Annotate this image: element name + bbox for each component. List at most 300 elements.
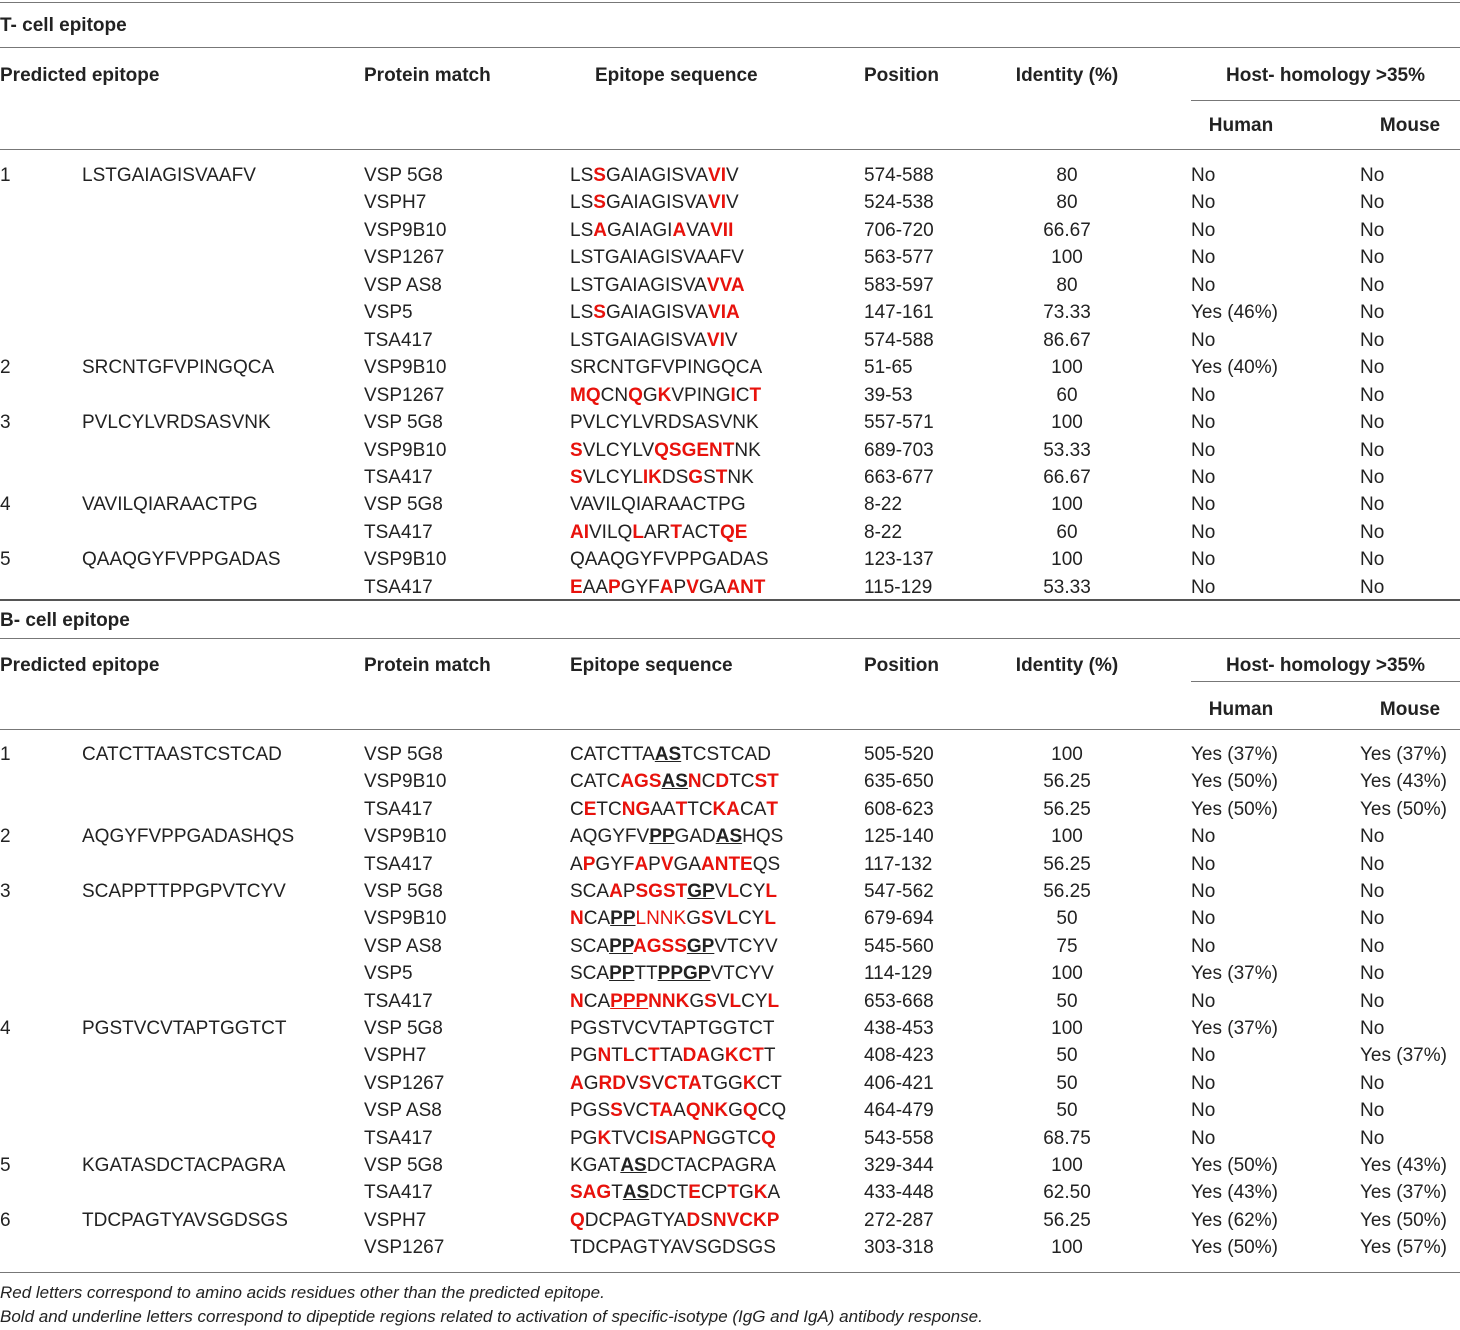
human-homology: No	[1191, 881, 1216, 902]
position: 543-558	[864, 1127, 934, 1149]
human-homology: No	[1191, 549, 1216, 571]
identity-percent: 100	[1051, 826, 1083, 848]
epitope-sequence: APGYFAPVGAANTEQS	[570, 853, 781, 875]
position: 438-453	[864, 1018, 934, 1039]
human-homology: No	[1191, 165, 1216, 186]
position: 8-22	[864, 521, 903, 543]
mismatch-residues: L	[764, 908, 776, 930]
mouse-homology: No	[1360, 329, 1385, 351]
dipeptide-region: PP	[609, 963, 635, 985]
protein-match: VSP9B10	[364, 219, 447, 241]
epitope-index: 2	[0, 826, 11, 848]
human-homology: No	[1191, 853, 1216, 875]
position: 505-520	[864, 744, 934, 765]
mismatch-residues: KCT	[724, 1045, 764, 1067]
mismatch-residues: Q	[570, 1209, 585, 1231]
identity-percent: 50	[1056, 1072, 1078, 1094]
epitope-sequence: EAAPGYFAPVGAANT	[570, 576, 766, 598]
identity-percent: 60	[1056, 384, 1078, 406]
human-homology: Yes (50%)	[1191, 1155, 1278, 1176]
protein-match: VSP9B10	[364, 357, 447, 379]
position: 663-677	[864, 466, 934, 488]
predicted-epitope: SRCNTGFVPINGQCA	[82, 357, 275, 379]
human-homology: Yes (50%)	[1191, 1237, 1278, 1259]
identity-percent: 100	[1051, 1018, 1083, 1039]
mismatch-residues: T	[766, 798, 779, 820]
predicted-epitope: LSTGAIAGISVAAFV	[82, 165, 256, 186]
mouse-homology: No	[1360, 963, 1385, 985]
dipeptide-region: GP	[686, 935, 715, 957]
header-predicted-epitope: Predicted epitope	[0, 65, 160, 86]
header-predicted-epitope: Predicted epitope	[0, 655, 160, 676]
predicted-epitope: TDCPAGTYAVSGDSGS	[82, 1209, 288, 1231]
protein-match: VSP5	[364, 302, 413, 324]
header-mouse: Mouse	[1379, 699, 1441, 720]
epitope-sequence: CATCAGSASNCDTCST	[570, 771, 779, 793]
position: 547-562	[864, 881, 934, 902]
human-homology: No	[1191, 1100, 1216, 1122]
header-protein-match: Protein match	[364, 655, 491, 676]
position: 635-650	[864, 771, 934, 793]
mouse-homology: No	[1360, 521, 1385, 543]
epitope-sequence: LSTGAIAGISVAVVA	[570, 274, 745, 296]
header-position: Position	[864, 655, 939, 676]
identity-percent: 100	[1051, 494, 1083, 516]
protein-match: TSA417	[364, 521, 433, 543]
mismatch-residues: IK	[642, 466, 662, 488]
mismatch-residues: L	[767, 990, 780, 1012]
identity-percent: 100	[1051, 963, 1083, 985]
epitope-sequence: AGRDVSVCTATGGKCT	[570, 1072, 782, 1094]
human-homology: No	[1191, 990, 1216, 1012]
position: 406-421	[864, 1072, 934, 1094]
mouse-homology: No	[1360, 990, 1385, 1012]
human-homology: Yes (50%)	[1191, 771, 1278, 793]
protein-match: VSP5	[364, 963, 413, 985]
position: 147-161	[864, 302, 934, 324]
mismatch-residues: A	[609, 881, 623, 902]
dipeptide-region: AS	[622, 1182, 650, 1204]
protein-match: VSP AS8	[364, 1100, 442, 1122]
predicted-epitope: PGSTVCVTAPTGGTCT	[82, 1018, 287, 1039]
position: 433-448	[864, 1182, 934, 1204]
mismatch-residues: S	[610, 1100, 623, 1122]
mismatch-residues: A	[593, 219, 607, 241]
identity-percent: 100	[1051, 1155, 1083, 1176]
header-epitope-sequence: Epitope sequence	[570, 655, 733, 676]
mouse-homology: Yes (37%)	[1360, 744, 1447, 765]
epitope-sequence: LSTGAIAGISVAVIV	[570, 329, 738, 351]
header-identity: Identity (%)	[1015, 655, 1119, 676]
identity-percent: 50	[1056, 990, 1078, 1012]
mouse-homology: Yes (37%)	[1360, 1045, 1447, 1067]
human-homology: No	[1191, 826, 1216, 848]
identity-percent: 80	[1056, 192, 1078, 214]
predicted-epitope: VAVILQIARAACTPG	[82, 494, 258, 516]
human-homology: No	[1191, 192, 1216, 214]
mismatch-residues: RD	[598, 1072, 626, 1094]
mouse-homology: No	[1360, 826, 1385, 848]
epitope-index: 4	[0, 494, 11, 516]
mismatch-residues: NVCKP	[712, 1209, 780, 1231]
mouse-homology: Yes (43%)	[1360, 1155, 1447, 1176]
mismatch-residues: VIA	[708, 302, 740, 324]
protein-match: VSP9B10	[364, 439, 447, 461]
dipeptide-region: PP	[609, 935, 634, 957]
mismatch-residues: N	[570, 908, 584, 930]
protein-match: VSP1267	[364, 247, 445, 269]
mouse-homology: No	[1360, 494, 1385, 516]
mismatch-residues: E	[583, 798, 597, 820]
mismatch-residues: T	[749, 384, 762, 406]
footnote-bold-underline: Bold and underline letters correspond to dipeptide regions related to activation of specific-isotype (IgG and IgA) antibody response.	[0, 1307, 983, 1326]
mouse-homology: Yes (37%)	[1360, 1182, 1447, 1204]
mismatch-residues: S	[593, 302, 606, 324]
mismatch-residues: Q	[742, 1100, 758, 1122]
mouse-homology: No	[1360, 1018, 1385, 1039]
mismatch-residues: S	[570, 439, 583, 461]
epitope-sequence: SCAPPTTPPGPVTCYV	[570, 963, 774, 985]
identity-percent: 86.67	[1043, 329, 1091, 351]
epitope-sequence: SCAAPSGSTGPVLCYL	[570, 881, 777, 902]
protein-match: VSP1267	[364, 1072, 445, 1094]
identity-percent: 60	[1056, 521, 1078, 543]
mismatch-residues: VI	[708, 165, 726, 186]
mismatch-residues: L	[765, 881, 777, 902]
mismatch-residues: N	[570, 990, 584, 1012]
mouse-homology: Yes (57%)	[1360, 1237, 1447, 1259]
human-homology: No	[1191, 1045, 1216, 1067]
human-homology: Yes (37%)	[1191, 744, 1278, 765]
dipeptide-region: AS	[661, 771, 688, 793]
epitope-sequence: SRCNTGFVPINGQCA	[570, 357, 763, 379]
mouse-homology: No	[1360, 1127, 1385, 1149]
mismatch-residues: QE	[719, 521, 748, 543]
dipeptide-region: PP	[610, 908, 636, 930]
epitope-sequence: PGSTVCVTAPTGGTCT	[570, 1018, 775, 1039]
mismatch-residues: K	[597, 1127, 612, 1149]
epitope-sequence: PGNTLCTTADAGKCTT	[570, 1045, 776, 1067]
identity-percent: 80	[1056, 165, 1078, 186]
mismatch-residues: E	[570, 576, 583, 598]
mismatch-residues: ANTE	[701, 853, 753, 875]
dipeptide-region: PPGP	[657, 963, 711, 985]
header-identity: Identity (%)	[1015, 65, 1119, 86]
tcell-host-rule	[1191, 100, 1460, 101]
human-homology: No	[1191, 466, 1216, 488]
mouse-homology: No	[1360, 302, 1385, 324]
predicted-epitope: KGATASDCTACPAGRA	[82, 1155, 286, 1176]
mismatch-residues: DA	[682, 1045, 711, 1067]
identity-percent: 50	[1056, 1100, 1078, 1122]
protein-match: TSA417	[364, 990, 433, 1012]
position: 123-137	[864, 549, 934, 571]
identity-percent: 100	[1051, 744, 1083, 765]
position: 563-577	[864, 247, 934, 269]
identity-percent: 56.25	[1043, 1209, 1091, 1231]
mismatch-residues: G	[688, 466, 704, 488]
position: 574-588	[864, 329, 934, 351]
human-homology: Yes (37%)	[1191, 1018, 1278, 1039]
protein-match: VSPH7	[364, 192, 427, 214]
position: 114-129	[864, 963, 933, 985]
mismatch-residues: SAG	[570, 1182, 612, 1204]
epitope-sequence: SVLCYLIKDSGSTNK	[570, 466, 754, 488]
mouse-homology: No	[1360, 881, 1385, 902]
mismatch-residues: V	[686, 576, 699, 598]
protein-match: TSA417	[364, 853, 433, 875]
epitope-sequence: MQCNQGKVPINGICT	[570, 384, 762, 406]
mouse-homology: Yes (50%)	[1360, 798, 1447, 820]
epitope-sequence: PVLCYLVRDSASVNK	[570, 412, 759, 434]
epitope-sequence: CETCNGAATTCKACAT	[570, 798, 779, 820]
mismatch-residues: ANT	[726, 576, 766, 598]
identity-percent: 56.25	[1043, 798, 1091, 820]
dipeptide-region: GP	[687, 881, 715, 902]
mouse-homology: No	[1360, 439, 1385, 461]
position: 51-65	[864, 357, 913, 379]
mouse-homology: No	[1360, 192, 1385, 214]
human-homology: No	[1191, 576, 1216, 598]
identity-percent: 66.67	[1043, 466, 1091, 488]
identity-percent: 56.25	[1043, 853, 1091, 875]
mismatch-residues: NNK	[648, 990, 690, 1012]
epitope-sequence: KGATASDCTACPAGRA	[570, 1155, 776, 1176]
identity-percent: 50	[1056, 908, 1078, 930]
identity-percent: 56.25	[1043, 881, 1091, 902]
human-homology: No	[1191, 274, 1216, 296]
human-homology: No	[1191, 439, 1216, 461]
human-homology: Yes (62%)	[1191, 1209, 1278, 1231]
position: 329-344	[864, 1155, 934, 1176]
epitope-index: 3	[0, 881, 11, 902]
mismatch-residues: T	[670, 521, 682, 543]
position: 272-287	[864, 1209, 934, 1231]
identity-percent: 56.25	[1043, 771, 1091, 793]
mouse-homology: No	[1360, 576, 1385, 598]
mouse-homology: No	[1360, 274, 1385, 296]
human-homology: No	[1191, 247, 1216, 269]
table-bottom-rule	[0, 1272, 1460, 1273]
mismatch-residues: VII	[710, 219, 734, 241]
mismatch-residues: L	[622, 1045, 635, 1067]
position: 706-720	[864, 219, 934, 241]
position: 608-623	[864, 798, 934, 820]
mismatch-residues: VI	[706, 329, 725, 351]
predicted-epitope: SCAPPTTPPGPVTCYV	[82, 881, 286, 902]
epitope-sequence: LSSGAIAGISVAVIV	[570, 165, 739, 186]
identity-percent: 66.67	[1043, 219, 1091, 241]
dipeptide-region: AS	[654, 744, 682, 765]
protein-match: TSA417	[364, 466, 433, 488]
identity-percent: 100	[1051, 247, 1083, 269]
human-homology: Yes (50%)	[1191, 798, 1278, 820]
protein-match: VSP AS8	[364, 274, 442, 296]
position: 653-668	[864, 990, 934, 1012]
protein-match: VSP 5G8	[364, 881, 443, 902]
epitope-sequence: PGSSVCTAAQNKGQCQ	[570, 1100, 787, 1122]
header-protein-match: Protein match	[364, 65, 491, 86]
mismatch-residues: P	[608, 576, 621, 598]
mismatch-residues: K	[742, 1072, 757, 1094]
position: 574-588	[864, 165, 934, 186]
epitope-sequence: VAVILQIARAACTPG	[570, 494, 746, 516]
mismatch-residues: S	[593, 192, 606, 214]
position: 8-22	[864, 494, 903, 516]
predicted-epitope: PVLCYLVRDSASVNK	[82, 412, 271, 434]
position: 583-597	[864, 274, 934, 296]
position: 117-132	[864, 853, 933, 875]
identity-percent: 53.33	[1043, 439, 1091, 461]
mismatch-residues: K	[753, 1182, 768, 1204]
position: 524-538	[864, 192, 934, 214]
epitope-index: 2	[0, 357, 11, 379]
dipeptide-region: AS	[715, 826, 743, 848]
position: 689-703	[864, 439, 934, 461]
mismatch-residues: AGSS	[633, 935, 687, 957]
header-mouse: Mouse	[1379, 115, 1441, 136]
mouse-homology: No	[1360, 549, 1385, 571]
bcell-title-rule	[0, 638, 1460, 639]
mismatch-residues: L	[632, 521, 644, 543]
mouse-homology: No	[1360, 219, 1385, 241]
identity-percent: 100	[1051, 549, 1083, 571]
mismatch-residues: T	[715, 466, 728, 488]
mismatch-residues: CTA	[664, 1072, 702, 1094]
mismatch-residues: NG	[621, 798, 651, 820]
human-homology: No	[1191, 412, 1216, 434]
header-epitope-sequence: Epitope sequence	[595, 65, 758, 86]
protein-match: VSP9B10	[364, 549, 447, 571]
human-homology: No	[1191, 1072, 1216, 1094]
header-human: Human	[1208, 699, 1274, 720]
position: 39-53	[864, 384, 913, 406]
epitope-sequence: AIVILQLARTACTQE	[570, 521, 748, 543]
human-homology: No	[1191, 1127, 1216, 1149]
mismatch-residues: L	[727, 881, 739, 902]
mouse-homology: No	[1360, 853, 1385, 875]
mismatch-residues: Q	[628, 384, 643, 406]
predicted-epitope: AQGYFVPPGADASHQS	[82, 826, 295, 848]
human-homology: Yes (37%)	[1191, 963, 1278, 985]
protein-match: VSP AS8	[364, 935, 442, 957]
epitope-sequence: TDCPAGTYAVSGDSGS	[570, 1237, 776, 1259]
mismatch-residues: MQ	[570, 384, 601, 406]
protein-match: VSP9B10	[364, 826, 447, 848]
mouse-homology: No	[1360, 247, 1385, 269]
position: 545-560	[864, 935, 934, 957]
bcell-section-title: B- cell epitope	[0, 610, 130, 631]
epitope-index: 6	[0, 1209, 11, 1231]
mismatch-residues: N	[687, 771, 702, 793]
mismatch-residues: S	[700, 908, 714, 930]
mismatch-residues: S	[704, 990, 717, 1012]
protein-match: TSA417	[364, 798, 433, 820]
position: 408-423	[864, 1045, 934, 1067]
protein-match: VSP 5G8	[364, 1018, 443, 1039]
epitope-index: 1	[0, 744, 11, 765]
mismatch-residues: IS	[649, 1127, 668, 1149]
protein-match: VSP 5G8	[364, 412, 443, 434]
human-homology: Yes (43%)	[1191, 1182, 1278, 1204]
header-position: Position	[864, 65, 939, 86]
epitope-sequence: CATCTTAASTCSTCAD	[570, 744, 771, 765]
mouse-homology: No	[1360, 357, 1385, 379]
position: 303-318	[864, 1237, 934, 1259]
mouse-homology: No	[1360, 935, 1385, 957]
mismatch-residues: QSGENT	[654, 439, 735, 461]
tcell-section-title: T- cell epitope	[0, 15, 127, 36]
protein-match: VSP 5G8	[364, 165, 443, 186]
mismatch-residues: N	[597, 1045, 612, 1067]
mismatch-residues: A	[672, 219, 687, 241]
header-host-homology: Host- homology >35%	[1226, 655, 1425, 676]
mismatch-residues: VVA	[706, 274, 745, 296]
mismatch-residues: P	[582, 853, 596, 875]
identity-percent: 80	[1056, 274, 1078, 296]
epitope-index: 3	[0, 412, 11, 434]
mouse-homology: No	[1360, 1072, 1385, 1094]
predicted-epitope: CATCTTAASTCSTCAD	[82, 744, 282, 765]
mismatch-residues: I	[730, 384, 736, 406]
mismatch-residues: Q	[761, 1127, 776, 1149]
identity-percent: 62.50	[1043, 1182, 1091, 1204]
position: 679-694	[864, 908, 934, 930]
epitope-sequence: AQGYFVPPGADASHQS	[570, 826, 784, 848]
dipeptide-region: PP	[649, 826, 675, 848]
protein-match: TSA417	[364, 1182, 433, 1204]
mismatch-residues: QNK	[685, 1100, 729, 1122]
human-homology: No	[1191, 521, 1216, 543]
epitope-sequence: NCAPPPNNKGSVLCYL	[570, 990, 780, 1012]
protein-match: VSP9B10	[364, 771, 447, 793]
epitope-sequence: SVLCYLVQSGENTNK	[570, 439, 761, 461]
mismatch-residues: KA	[712, 798, 740, 820]
mismatch-residues: TA	[649, 1100, 674, 1122]
mismatch-residues: N	[692, 1127, 707, 1149]
mismatch-residues: T	[675, 798, 688, 820]
identity-percent: 53.33	[1043, 576, 1091, 598]
mouse-homology: Yes (50%)	[1360, 1209, 1447, 1231]
epitope-index: 5	[0, 549, 11, 571]
mismatch-residues: L	[729, 990, 742, 1012]
mismatch-residues: D	[686, 1209, 701, 1231]
protein-match: VSP9B10	[364, 908, 447, 930]
epitope-sequence: SAGTASDCTECPTGKA	[570, 1182, 781, 1204]
epitope-sequence: PGKTVCISAPNGGTCQ	[570, 1127, 776, 1149]
mismatch-residues: LNNK	[635, 908, 687, 930]
human-homology: Yes (40%)	[1191, 357, 1278, 379]
protein-match: VSP 5G8	[364, 494, 443, 516]
mismatch-residues: AI	[570, 521, 589, 543]
mismatch-residues: AGS	[620, 771, 662, 793]
identity-percent: 100	[1051, 357, 1083, 379]
protein-match: VSP 5G8	[364, 1155, 443, 1176]
mismatch-residues: ST	[754, 771, 779, 793]
protein-match: VSPH7	[364, 1045, 427, 1067]
human-homology: Yes (46%)	[1191, 302, 1278, 324]
header-host-homology: Host- homology >35%	[1226, 65, 1425, 86]
epitope-index: 5	[0, 1155, 11, 1176]
epitope-sequence: QAAQGYFVPPGADAS	[570, 549, 769, 571]
protein-match: TSA417	[364, 1127, 433, 1149]
mismatch-residues: A	[659, 576, 674, 598]
protein-match: VSP 5G8	[364, 744, 443, 765]
mismatch-dipeptide-region: PPP	[610, 990, 649, 1012]
mismatch-residues: SGST	[635, 881, 688, 902]
mouse-homology: No	[1360, 1100, 1385, 1122]
epitope-index: 1	[0, 165, 11, 186]
